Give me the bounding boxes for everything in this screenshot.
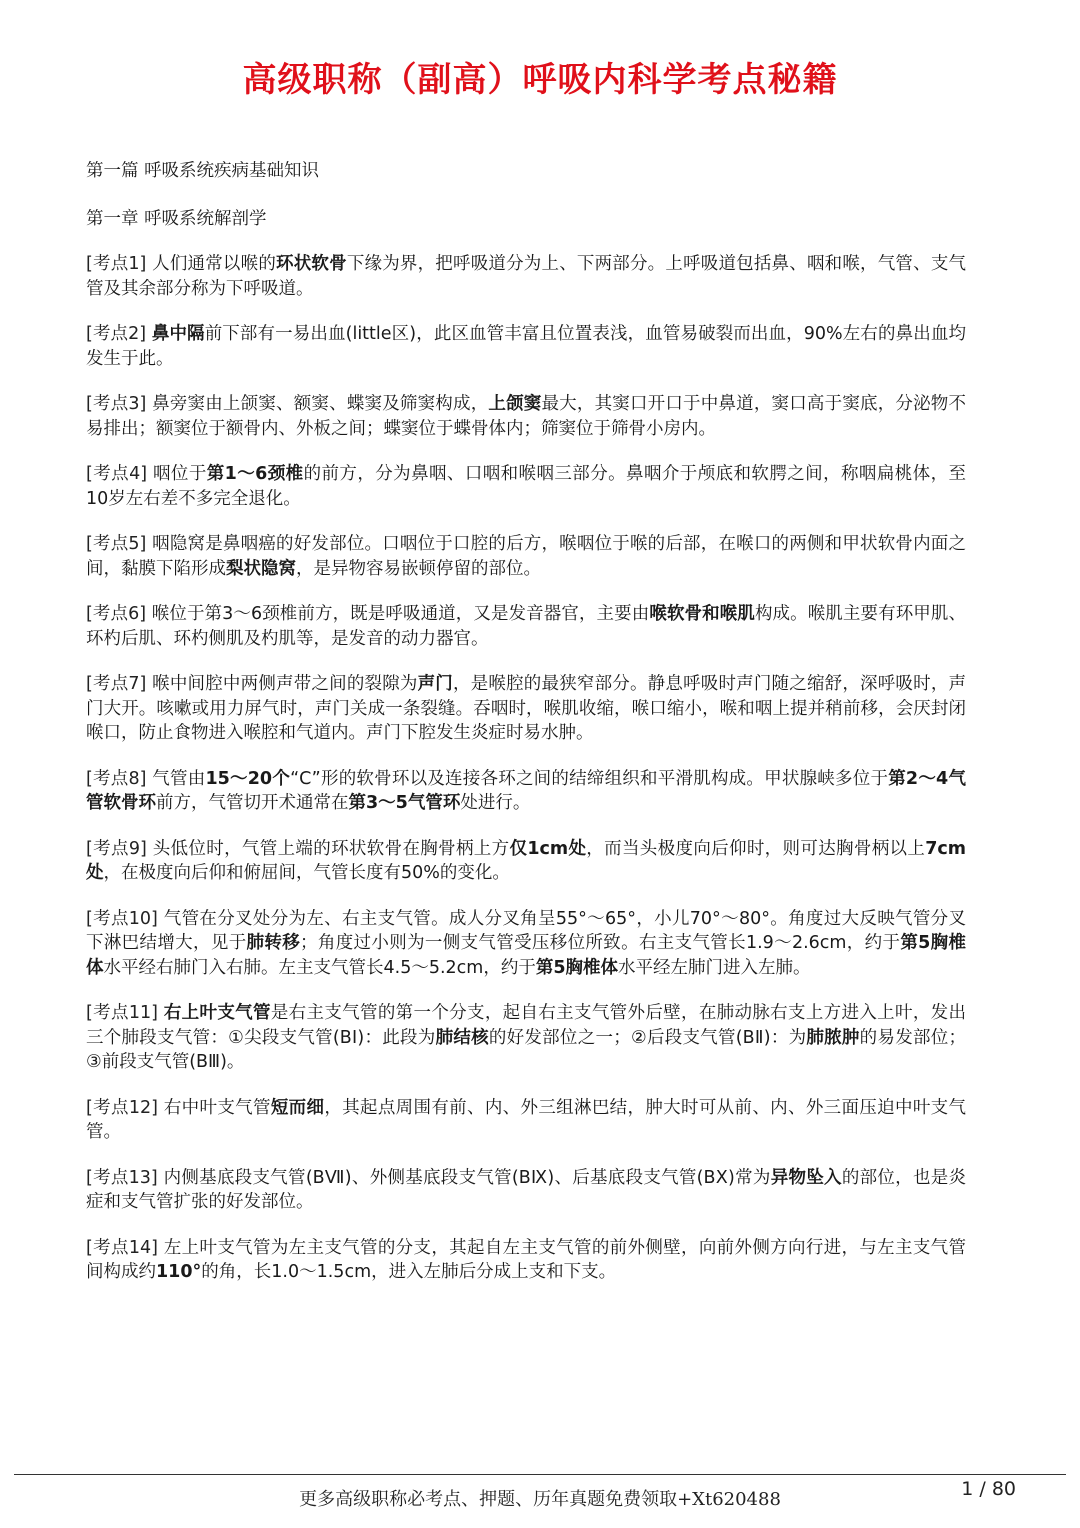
exam-point [86, 252, 966, 301]
point-text: 的好发部位之一；②后段支气管(BⅡ)：为 [488, 1027, 807, 1048]
point-text: 气管由 [146, 768, 206, 789]
exam-point [86, 322, 966, 371]
point-text: 的前方，分为鼻咽、口咽和喉咽三部分。鼻咽介于颅底和软腭之间，称咽扁桃体，至10岁左右差不多完全退化。 [86, 464, 966, 509]
key-term: 梨状隐窝 [226, 558, 296, 579]
exam-point-tag: [考点5] [86, 534, 147, 554]
key-term: 肺结核 [435, 1027, 489, 1048]
point-text: 前下部有一易出血(little区)，此区血管丰富且位置表浅，血管易破裂而出血，90%左右的鼻出血均发生于此。 [86, 324, 966, 369]
exam-point-tag: [考点10] [86, 908, 158, 929]
key-term: 右上叶支气管 [163, 1003, 271, 1023]
point-text: 左上叶支气管为左主支气管的分支，其起自左主支气管的前外侧壁，向前外侧方向行进，与左主支气管间构成约 [86, 1237, 966, 1282]
point-text: 的角，长1.0～1.5cm，进入左肺后分成上支和下支。 [201, 1262, 617, 1282]
point-text: 的部位，也是炎症和支气管扩张的好发部位。 [86, 1167, 967, 1212]
key-term: 第1～6颈椎 [206, 464, 304, 484]
point-text: 是右主支气管的第一个分支，起自右主支气管外后壁，在肺动脉右支上方进入上叶，发出三个肺段支气管：①尖段支气管(BⅠ)：此段为 [86, 1003, 966, 1048]
key-term: 声门 [417, 674, 454, 694]
key-term: 喉软骨和喉肌 [649, 604, 755, 624]
key-term: 第5胸椎体 [86, 933, 966, 978]
key-term: 第2～4气管软骨环 [86, 768, 966, 813]
part-heading: 第一篇 呼吸系统疾病基础知识 [86, 161, 320, 181]
exam-point [86, 462, 966, 511]
point-text: ，在极度向后仰和俯屈间，气管长度有50%的变化。 [103, 863, 510, 883]
point-text: ，是喉腔的最狭窄部分。静息呼吸时声门随之缩舒，深呼吸时，声门大开。咳嗽或用力屏气时，声门关成一条裂缝。吞咽时，喉肌收缩，喉口缩小，喉和咽上提并稍前移，会厌封闭喉口，防止食物进入喉腔和气道内。声门下腔发生炎症时易水肿。 [86, 674, 967, 743]
exam-point [86, 602, 966, 651]
exam-point-tag: [考点12] [86, 1097, 158, 1118]
point-text: 咽位于 [147, 464, 207, 484]
point-text: 喉中间腔中两侧声带之间的裂隙为 [146, 674, 418, 694]
exam-point-tag: [考点8] [86, 768, 147, 789]
exam-point [86, 837, 966, 886]
exam-point [86, 672, 966, 746]
key-term: 仅1cm处 [509, 838, 587, 859]
point-text: 内侧基底段支气管(BⅦ)、外侧基底段支气管(BⅨ)、后基底段支气管(BⅩ)常为 [157, 1167, 771, 1188]
point-text: 头低位时，气管上端的环状软骨在胸骨柄上方 [146, 838, 510, 859]
point-text: 最大，其窦口开口于中鼻道，窦口高于窦底，分泌物不易排出；额窦位于额骨内、外板之间；蝶窦位于蝶骨体内；筛窦位于筛骨小房内。 [86, 394, 967, 439]
document-body [86, 158, 966, 1306]
point-text: 咽隐窝是鼻咽癌的好发部位。口咽位于口腔的后方，喉咽位于喉的后部，在喉口的两侧和甲状软骨内面之间，黏膜下陷形成 [86, 534, 967, 579]
exam-point-tag: [考点13] [86, 1167, 158, 1188]
exam-point [86, 1166, 966, 1215]
footer-promo: 更多高级职称必考点、押题、历年真题免费领取+Xt620488 [299, 1489, 781, 1510]
key-term: 环状软骨 [276, 254, 347, 274]
exam-point [86, 532, 966, 581]
point-text: 鼻旁窦由上颌窦、额窦、蝶窦及筛窦构成， [146, 394, 489, 414]
key-term: 第5胸椎体 [535, 957, 619, 978]
point-text: 水平经右肺门入右肺。左主支气管长4.5～5.2cm，约于 [103, 957, 536, 978]
exam-point-tag: [考点7] [86, 674, 147, 694]
key-term: 110° [156, 1262, 202, 1282]
exam-point-tag: [考点9] [86, 838, 147, 859]
exam-point-tag: [考点2] [86, 324, 147, 344]
exam-point-tag: [考点6] [86, 604, 147, 624]
key-term: 7cm处 [86, 838, 967, 883]
key-term: 鼻中隔 [151, 324, 205, 344]
key-term: 肺转移 [246, 933, 301, 953]
key-term: 15～20个 [205, 768, 291, 789]
exam-point [86, 907, 966, 981]
key-term: 第3～5气管环 [348, 793, 461, 813]
exam-point-tag: [考点3] [86, 394, 147, 414]
point-text: 人们通常以喉的 [146, 254, 277, 274]
page-number: 1 / 80 [961, 1478, 1016, 1500]
point-text: 下缘为界，把呼吸道分为上、下两部分。上呼吸道包括鼻、咽和喉，气管、支气管及其余部分称为下呼吸道。 [86, 254, 967, 299]
point-text: 前方，气管切开术通常在 [156, 793, 349, 813]
exam-point [86, 1001, 966, 1075]
key-term: 异物坠入 [770, 1167, 842, 1188]
exam-point-tag: [考点11] [86, 1003, 158, 1023]
point-text: 的易发部位；③前段支气管(BⅢ)。 [86, 1027, 966, 1072]
exam-point [86, 1096, 966, 1145]
exam-point [86, 767, 966, 816]
point-text: “C”形的软骨环以及连接各环之间的结缔组织和平滑肌构成。甲状腺峡多位于 [290, 768, 889, 789]
footer-divider [14, 1474, 1066, 1475]
exam-point [86, 392, 966, 441]
exam-point-tag: [考点14] [86, 1237, 158, 1258]
key-term: 短而细 [270, 1097, 325, 1118]
point-text: 喉位于第3～6颈椎前方，既是呼吸通道，又是发音器官，主要由 [146, 604, 650, 624]
point-text: 水平经左肺门进入左肺。 [618, 957, 811, 978]
exam-points-list [86, 252, 966, 1285]
key-term: 肺脓肿 [806, 1027, 860, 1048]
point-text: ，是异物容易嵌顿停留的部位。 [296, 558, 541, 579]
exam-point-tag: [考点1] [86, 254, 147, 274]
key-term: 上颌窦 [488, 394, 542, 414]
exam-point [86, 1236, 966, 1285]
point-text: 构成。喉肌主要有环甲肌、环杓后肌、环杓侧肌及杓肌等，是发音的动力器官。 [86, 604, 967, 649]
point-text: ；角度过小则为一侧支气管受压移位所致。右主支气管长1.9～2.6cm，约于 [300, 933, 901, 953]
document-title: 高级职称（副高）呼吸内科学考点秘籍 [242, 60, 838, 100]
point-text: 处进行。 [460, 793, 531, 813]
point-text: 右中叶支气管 [157, 1097, 271, 1118]
point-text: ，而当头极度向后仰时，则可达胸骨柄以上 [586, 838, 926, 859]
point-text: 气管在分叉处分为左、右主支气管。成人分叉角呈55°～65°，小儿70°～80°。角度过大反映气管分叉下淋巴结增大，见于 [86, 908, 966, 953]
exam-point-tag: [考点4] [86, 464, 148, 484]
chapter-heading: 第一章 呼吸系统解剖学 [86, 209, 267, 229]
point-text: ，其起点周围有前、内、外三组淋巴结，肿大时可从前、内、外三面压迫中叶支气管。 [86, 1097, 967, 1142]
